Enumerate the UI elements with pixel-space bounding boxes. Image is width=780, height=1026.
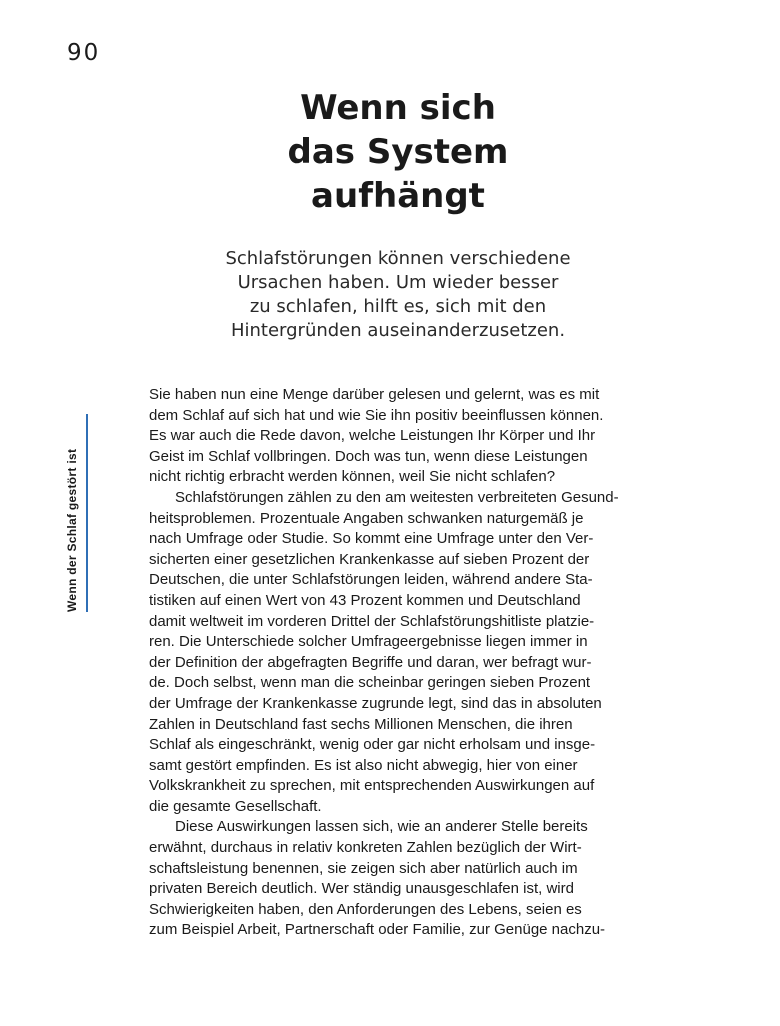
body-line: nicht richtig erbracht werden können, weil Sie nicht schlafen? — [149, 468, 556, 486]
body-line: Es war auch die Rede davon, welche Leistungen Ihr Körper und Ihr — [149, 427, 596, 445]
body-line: zum Beispiel Arbeit, Partnerschaft oder Familie, zur Genüge nachzu- — [149, 921, 606, 939]
body-line: der Umfrage der Krankenkasse zugrunde legt, sind das in absoluten — [149, 694, 602, 712]
page-number: 90 — [67, 40, 101, 66]
chapter-title — [220, 86, 576, 218]
body-line: sicherten einer gesetzlichen Krankenkasse auf sieben Prozent der — [149, 550, 590, 568]
body-line: Zahlen in Deutschland fast sechs Millionen Menschen, die ihren — [149, 715, 573, 733]
body-line: de. Doch selbst, wenn man die scheinbar geringen sieben Prozent — [149, 674, 591, 692]
subtitle-line: Ursachen haben. Um wieder besser — [237, 272, 559, 293]
body-line: samt gestört empfinden. Es ist also nicht abwegig, hier von einer — [149, 756, 578, 774]
body-line-paragraph-start: Diese Auswirkungen lassen sich, wie an anderer Stelle bereits — [175, 818, 588, 836]
subtitle-line: zu schlafen, hilft es, sich mit den — [249, 296, 547, 317]
body-line: heitsproblemen. Prozentuale Angaben schwanken naturgemäß je — [149, 509, 584, 527]
body-line: die gesamte Gesellschaft. — [149, 797, 322, 815]
chapter-title-line: das System — [287, 132, 509, 172]
body-line: Schwierigkeiten haben, den Anforderungen des Lebens, seien es — [149, 900, 582, 918]
subtitle-line: Schlafstörungen können verschiedene — [225, 248, 571, 269]
body-line: tistiken auf einen Wert von 43 Prozent kommen und Deutschland — [149, 591, 581, 609]
body-line: dem Schlaf auf sich hat und wie Sie ihn positiv beeinflussen können. — [149, 406, 604, 424]
body-line: Schlaf als eingeschränkt, wenig oder gar nicht erholsam und insge- — [149, 736, 596, 754]
body-line: nach Umfrage oder Studie. So kommt eine Umfrage unter den Ver- — [149, 530, 594, 548]
chapter-title-line: aufhängt — [311, 176, 485, 216]
body-line: damit weltweit im vorderen Drittel der Schlafstörungshitliste platzie- — [149, 612, 595, 630]
sidebar-chapter-label: Wenn der Schlaf gestört ist — [65, 448, 79, 612]
body-line: Deutschen, die unter Schlafstörungen leiden, während andere Sta- — [149, 571, 593, 589]
body-line: Geist im Schlaf vollbringen. Doch was tun, wenn diese Leistungen — [149, 447, 588, 465]
body-line: ren. Die Unterschiede solcher Umfrageergebnisse liegen immer in — [149, 633, 588, 651]
body-line-paragraph-start: Schlafstörungen zählen zu den am weitesten verbreiteten Gesund- — [175, 488, 619, 506]
chapter-title-line: Wenn sich — [300, 88, 496, 128]
body-line: Sie haben nun eine Menge darüber gelesen und gelernt, was es mit — [149, 386, 600, 403]
body-text — [149, 385, 649, 941]
chapter-subtitle — [190, 247, 606, 343]
sidebar-accent-rule — [86, 414, 88, 612]
body-line: schaftsleistung benennen, sie zeigen sich aber natürlich auch im — [149, 859, 578, 877]
body-line: privaten Bereich deutlich. Wer ständig unausgeschlafen ist, wird — [149, 880, 574, 898]
body-line: der Definition der abgefragten Begriffe und daran, wer befragt wur- — [149, 653, 592, 671]
body-line: erwähnt, durchaus in relativ konkreten Zahlen bezüglich der Wirt- — [149, 839, 582, 857]
body-line: Volkskrankheit zu sprechen, mit entsprechenden Auswirkungen auf — [149, 777, 595, 795]
subtitle-line: Hintergründen auseinanderzusetzen. — [230, 320, 566, 341]
